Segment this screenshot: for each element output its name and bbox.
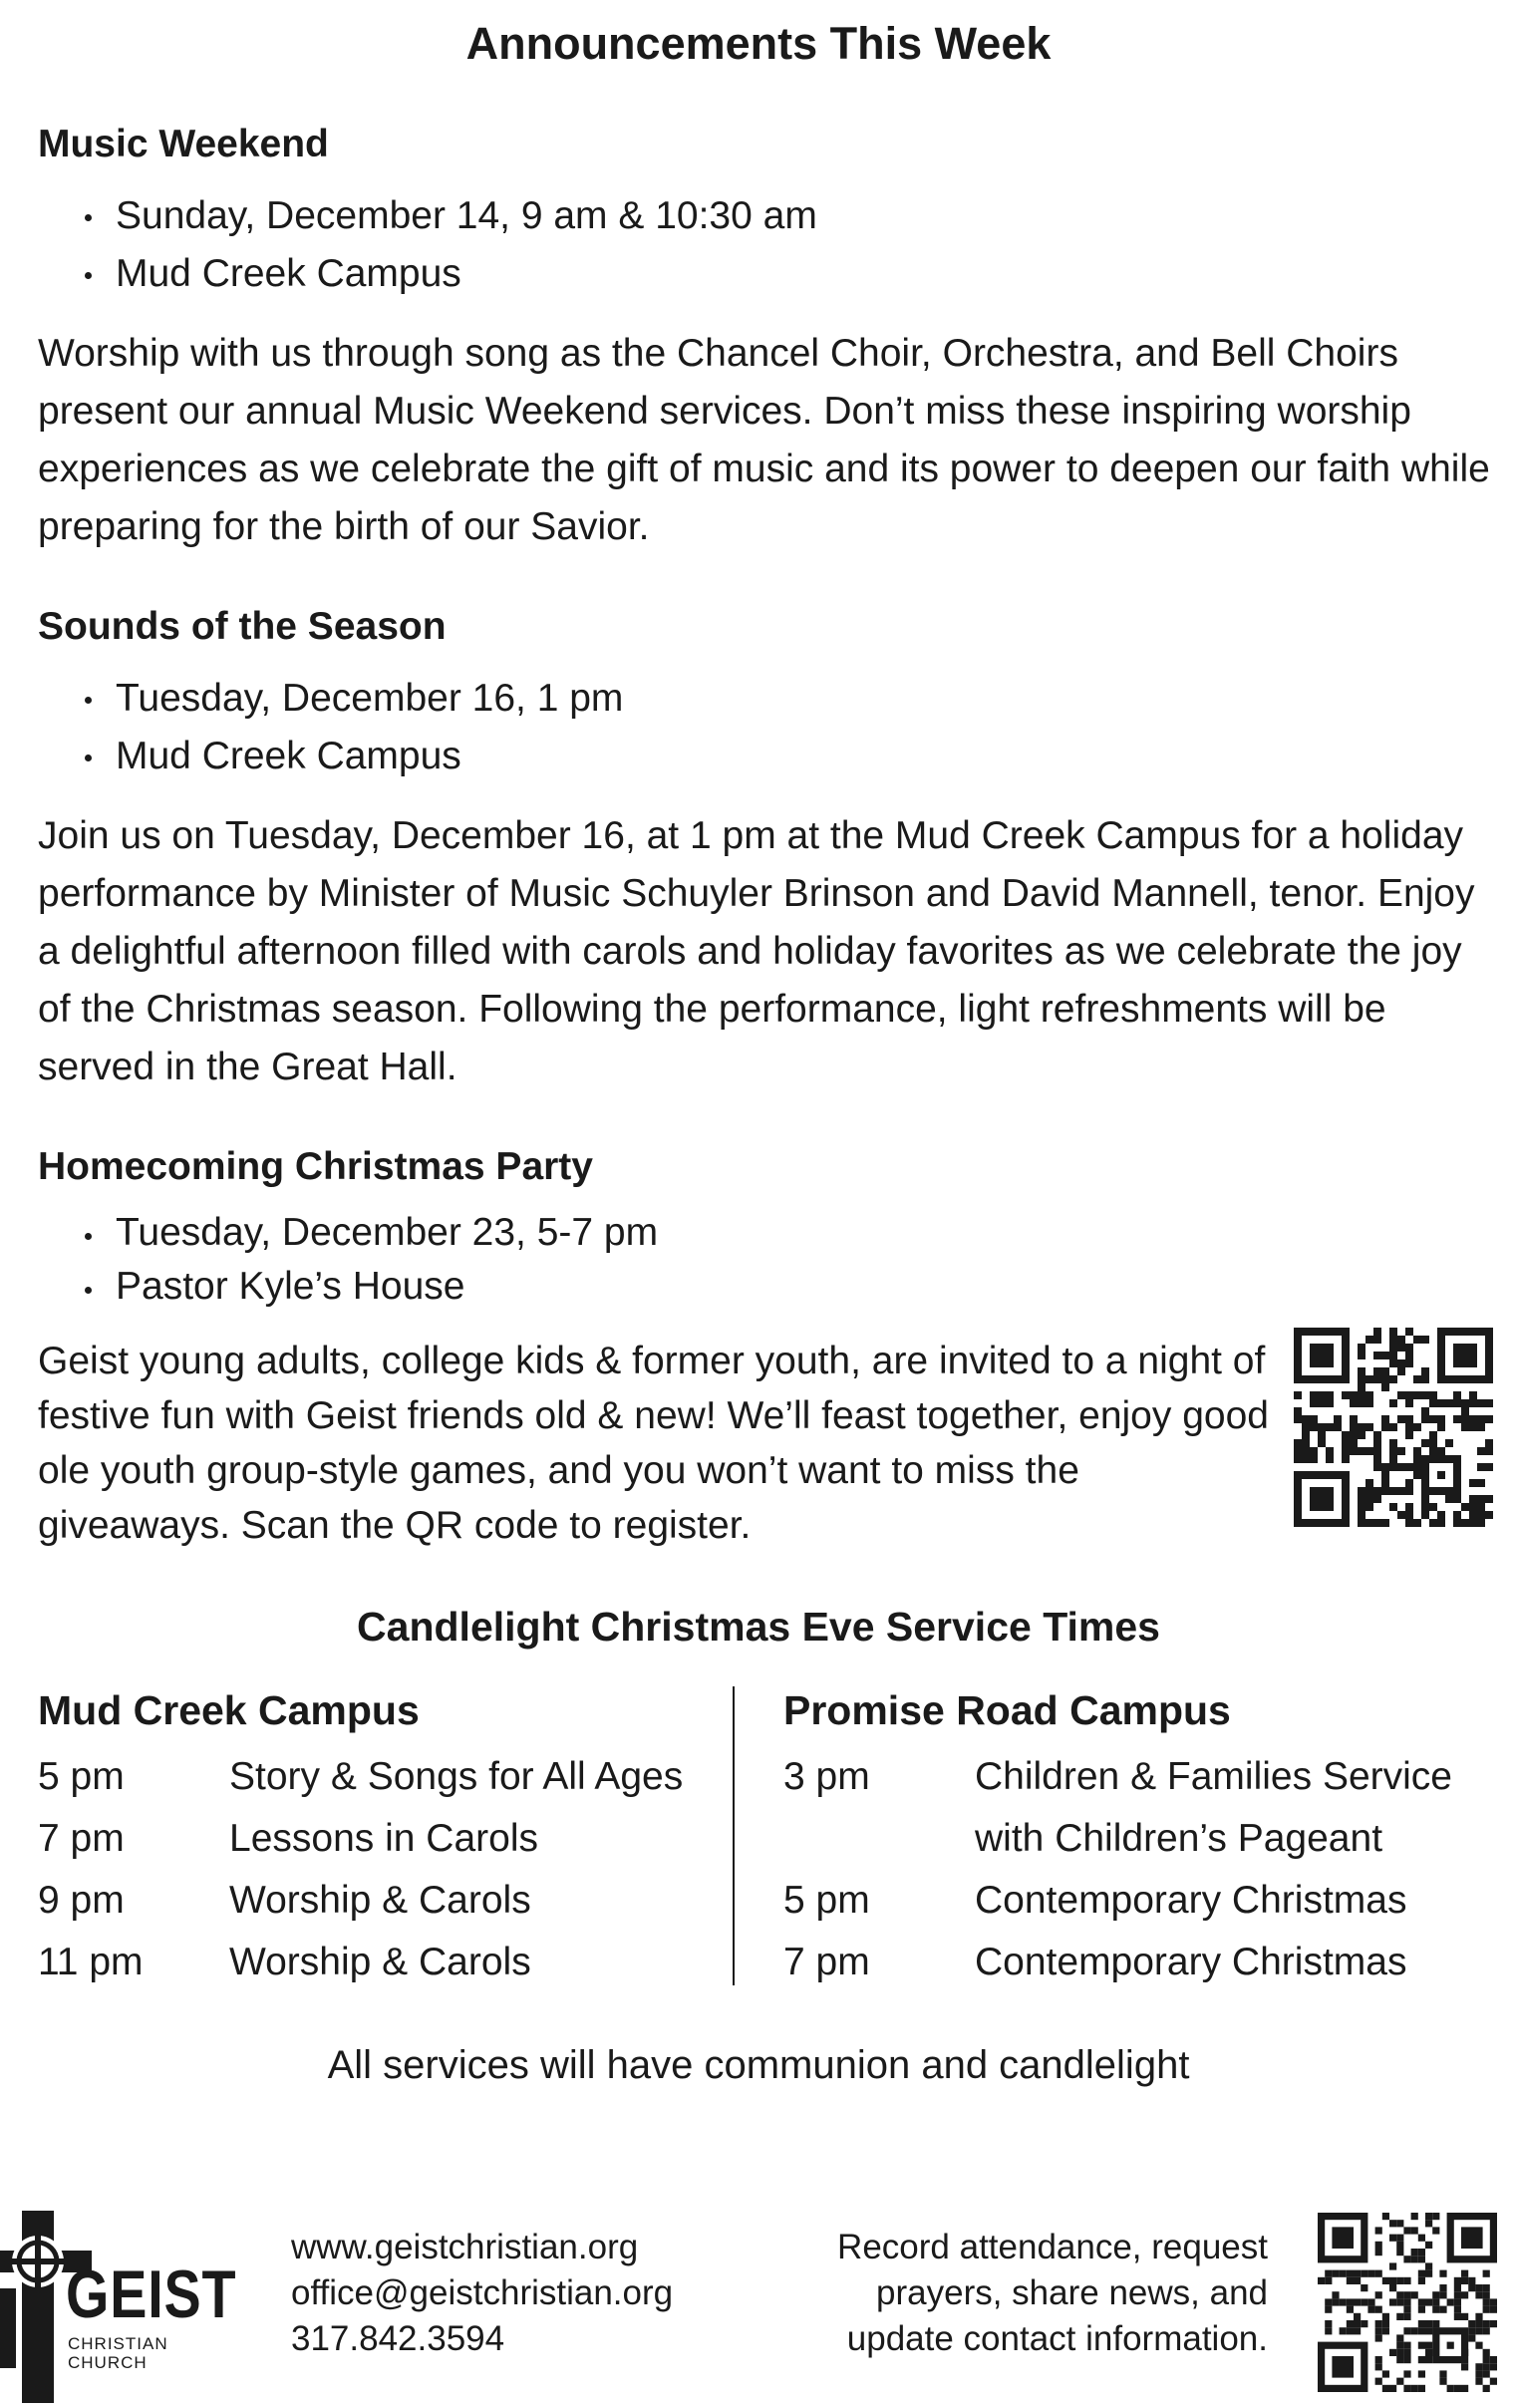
service-name: Contemporary Christmas <box>975 1941 1407 1983</box>
service-time <box>783 1808 975 1870</box>
service-row <box>38 1932 716 1993</box>
bullet-list <box>38 1206 1493 1314</box>
section-music-weekend <box>38 120 1493 556</box>
footer-message <box>837 2225 1268 2362</box>
bullet-list <box>38 670 1493 785</box>
qr-code-icon[interactable] <box>1318 2213 1497 2392</box>
email-link[interactable]: office@geistchristian.org <box>291 2273 674 2312</box>
service-name: Lessons in Carols <box>229 1817 538 1860</box>
logo-subtext: CHRISTIAN <box>68 2334 168 2353</box>
service-name: with Children’s Pageant <box>975 1817 1383 1860</box>
church-logo <box>0 2211 249 2403</box>
service-row <box>783 1808 1481 1870</box>
service-row <box>783 1746 1481 1808</box>
contact-info <box>291 2225 673 2362</box>
bullet-item: Mud Creek Campus <box>38 245 1493 303</box>
christmas-eve-title: Candlelight Christmas Eve Service Times <box>357 1604 1160 1650</box>
service-name: Contemporary Christmas <box>975 1879 1407 1922</box>
section-heading: Music Weekend <box>38 123 329 165</box>
bullet-item: Tuesday, December 23, 5-7 pm <box>38 1206 1493 1260</box>
service-name: Story & Songs for All Ages <box>229 1755 684 1798</box>
campus-name: Promise Road Campus <box>783 1687 1231 1733</box>
bullet-item: Pastor Kyle’s House <box>38 1260 1493 1314</box>
service-row <box>783 1870 1481 1932</box>
section-heading: Sounds of the Season <box>38 605 447 648</box>
footer-message-line: Record attendance, request <box>837 2228 1268 2266</box>
service-time: 11 pm <box>38 1941 144 1983</box>
section-body: Worship with us through song as the Chancel Choir, Orchestra, and Bell Choirs present our annual Music Weekend services. Don’t miss these inspiring worship experiences as we celebrate the gift of music and its power to deepen our faith while preparing for the birth of our Savior. <box>38 332 1490 548</box>
footer <box>0 2203 1517 2403</box>
section-body: Join us on Tuesday, December 16, at 1 pm at the Mud Creek Campus for a holiday performance by Minister of Music Schuyler Brinson and David Mannell, tenor. Enjoy a delightful afternoon filled with carols and holiday favorites as we celebrate the joy of the Christmas season. Following the performance, light refreshments will be served in the Great Hall. <box>38 814 1475 1088</box>
service-name: Worship & Carols <box>229 1941 531 1983</box>
service-time: 5 pm <box>38 1755 125 1798</box>
footer-message-line: prayers, share news, and <box>876 2273 1268 2312</box>
logo-subtext: CHURCH <box>68 2353 148 2372</box>
bullet-list <box>38 187 1493 303</box>
bullet-item: Tuesday, December 16, 1 pm <box>38 670 1493 728</box>
footer-message-line: update contact information. <box>846 2319 1268 2358</box>
campus-promise-road <box>783 1682 1481 1993</box>
service-time: 7 pm <box>783 1941 870 1983</box>
section-sounds-of-the-season <box>38 602 1493 1096</box>
phone-number: 317.842.3594 <box>291 2319 505 2358</box>
page-title: Announcements This Week <box>465 18 1052 69</box>
service-row <box>38 1870 716 1932</box>
website-link[interactable]: www.geistchristian.org <box>291 2228 639 2266</box>
service-row <box>38 1808 716 1870</box>
bullet-item: Mud Creek Campus <box>38 728 1493 785</box>
service-row <box>783 1932 1481 1993</box>
section-body: Geist young adults, college kids & former youth, are invited to a night of festive fun with Geist friends old & new! We’ll feast together, enjoy good ole youth group-style games, and you won’t want to miss the giveaways. Scan the QR code to register. <box>38 1340 1269 1547</box>
campus-name: Mud Creek Campus <box>38 1687 420 1733</box>
service-name: Children & Families Service <box>975 1755 1452 1798</box>
service-time: 5 pm <box>783 1879 870 1922</box>
section-homecoming-party <box>38 1142 1493 1553</box>
campus-divider <box>733 1686 735 1985</box>
service-row <box>38 1746 716 1808</box>
service-time: 7 pm <box>38 1817 125 1860</box>
logo-wordmark: GEIST <box>66 2257 237 2332</box>
services-note: All services will have communion and candlelight <box>327 2043 1190 2087</box>
qr-code-icon[interactable] <box>1294 1328 1493 1527</box>
service-name: Worship & Carols <box>229 1879 531 1922</box>
section-heading: Homecoming Christmas Party <box>38 1145 593 1188</box>
service-time: 3 pm <box>783 1755 870 1798</box>
service-time: 9 pm <box>38 1879 125 1922</box>
bullet-item: Sunday, December 14, 9 am & 10:30 am <box>38 187 1493 245</box>
campus-mud-creek <box>38 1682 716 1993</box>
